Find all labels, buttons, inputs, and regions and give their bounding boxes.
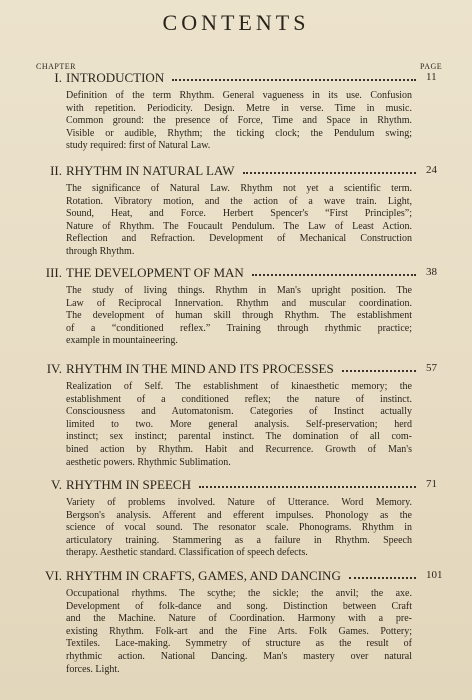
chapter-title: THE DEVELOPMENT OF MAN — [66, 265, 244, 280]
chapter-summary — [66, 588, 412, 676]
chapter-heading — [36, 265, 436, 281]
summary-line: with repetition. Periodicity. Design. Metre in verse. Time in music. — [66, 102, 412, 114]
chapter-number: IV. — [46, 361, 62, 376]
summary-line: bined action by Rhythm. Habit and Recurrence. Growth of Man's — [66, 443, 412, 455]
page-title: CONTENTS — [162, 10, 310, 35]
summary-line: forces. Light. — [66, 663, 120, 675]
summary-line: Consciousness and Automatonism. Categories of Instinct actually — [66, 406, 412, 418]
summary-line: rhythmic action. National Dancing. Man's mastery over natural — [66, 650, 412, 662]
dot-leader — [199, 486, 416, 488]
summary-line: science of vocal sound. The resonator scale. Phonograms. Rhythm in — [66, 522, 412, 534]
chapter-number: II. — [50, 163, 62, 178]
dot-leader — [349, 577, 416, 579]
summary-line: instinct; sex instinct; parental instinct. The domination of all com- — [66, 431, 412, 443]
chapter-number: III. — [45, 265, 62, 280]
dot-leader — [172, 79, 416, 81]
summary-line: of a “conditioned reflex.” Training through rhythmic practice; — [66, 322, 412, 334]
chapter-summary — [66, 285, 412, 348]
chapter-number: V. — [51, 477, 62, 492]
summary-line: establishment of a conditioned reflex; the nature of instinct. — [66, 393, 412, 405]
summary-line: articulatory training. Stammering as a failure in Rhythm. Speech — [66, 534, 412, 546]
dot-leader — [243, 172, 416, 174]
summary-line: Realization of Self. The establishment of kinaesthetic memory; the — [66, 381, 412, 392]
summary-line: example in mountaineering. — [66, 335, 178, 347]
chapter-title: RHYTHM IN NATURAL LAW — [66, 163, 235, 178]
summary-line: therapy. Aesthetic standard. Classification of speech defects. — [66, 547, 308, 559]
chapter-title: RHYTHM IN THE MIND AND ITS PROCESSES — [66, 361, 334, 376]
summary-line: Occupational rhythms. The scythe; the sickle; the anvil; the axe. — [66, 588, 412, 599]
summary-line: Sound, Heat, and Force. Herbert Spencer's “First Principles”; — [66, 208, 412, 220]
page-number: 24 — [426, 164, 437, 176]
chapter-column-label: CHAPTER — [36, 62, 76, 71]
page-number: 57 — [426, 362, 437, 374]
chapter-number: I. — [54, 70, 62, 85]
chapter-heading — [36, 163, 436, 179]
chapter-heading — [36, 568, 436, 584]
summary-line: Nature of Rhythm. The Foucault Pendulum. The Law of Least Action. — [66, 220, 412, 232]
summary-line: Rotation. Vibratory motion, and the action of a wave train. Light, — [66, 195, 412, 207]
chapter-heading — [36, 361, 436, 377]
summary-line: Definition of the term Rhythm. General vagueness in its use. Confusion — [66, 90, 412, 101]
chapter-heading — [36, 70, 436, 86]
chapter-title: RHYTHM IN CRAFTS, GAMES, AND DANCING — [66, 568, 341, 583]
page-number: 11 — [426, 71, 437, 83]
summary-line: The significance of Natural Law. Rhythm not yet a scientific term. — [66, 183, 412, 194]
page-number: 101 — [426, 569, 443, 581]
summary-line: Development of folk-dance and song. Distinction between Craft — [66, 600, 412, 612]
chapter-title: RHYTHM IN SPEECH — [66, 477, 191, 492]
chapter-number: VI. — [45, 568, 62, 583]
summary-line: Common ground: the presence of Force, Time and Space in Rhythm. — [66, 115, 412, 127]
summary-line: Visible or audible, Rhythm; the ticking clock; the Pendulum swing; — [66, 127, 412, 139]
page-number: 38 — [426, 266, 437, 278]
summary-line: existing Rhythm. Folk-art and the Fine Arts. Folk Games. Pottery; — [66, 625, 412, 637]
chapter-heading — [36, 477, 436, 493]
summary-line: Variety of problems involved. Nature of Utterance. Word Memory. — [66, 497, 412, 508]
chapter-summary — [66, 183, 412, 259]
summary-line: The study of living things. Rhythm in Man's upright position. The — [66, 285, 412, 296]
dot-leader — [342, 370, 416, 372]
summary-line: and the Machine. Nature of Coordination. Harmony with a pre- — [66, 613, 412, 625]
chapter-title: INTRODUCTION — [66, 70, 165, 85]
summary-line: limited to two. More general analysis. Self-preservation; herd — [66, 418, 412, 430]
summary-line: Textiles. Lace-making. Symmetry of structure as the result of — [66, 638, 412, 650]
summary-line: aesthetic powers. Rhythmic Sublimation. — [66, 456, 231, 468]
summary-line: Law of Reciprocal Innervation. Rhythm and muscular coordination. — [66, 297, 412, 309]
summary-line: The development of human skill through Rhythm. The establishment — [66, 310, 412, 322]
page-number: 71 — [426, 478, 437, 490]
summary-line: Reflection and Refraction. Development of Mechanical Construction — [66, 233, 412, 245]
summary-line: study required: first of Natural Law. — [66, 140, 211, 152]
page-column-label: PAGE — [420, 62, 443, 71]
summary-line: through Rhythm. — [66, 245, 135, 257]
chapter-summary — [66, 381, 412, 469]
chapter-summary — [66, 90, 412, 153]
chapter-summary — [66, 497, 412, 560]
dot-leader — [252, 274, 416, 276]
summary-line: Bergson's analysis. Afferent and efferent impulses. Phonology as the — [66, 509, 412, 521]
